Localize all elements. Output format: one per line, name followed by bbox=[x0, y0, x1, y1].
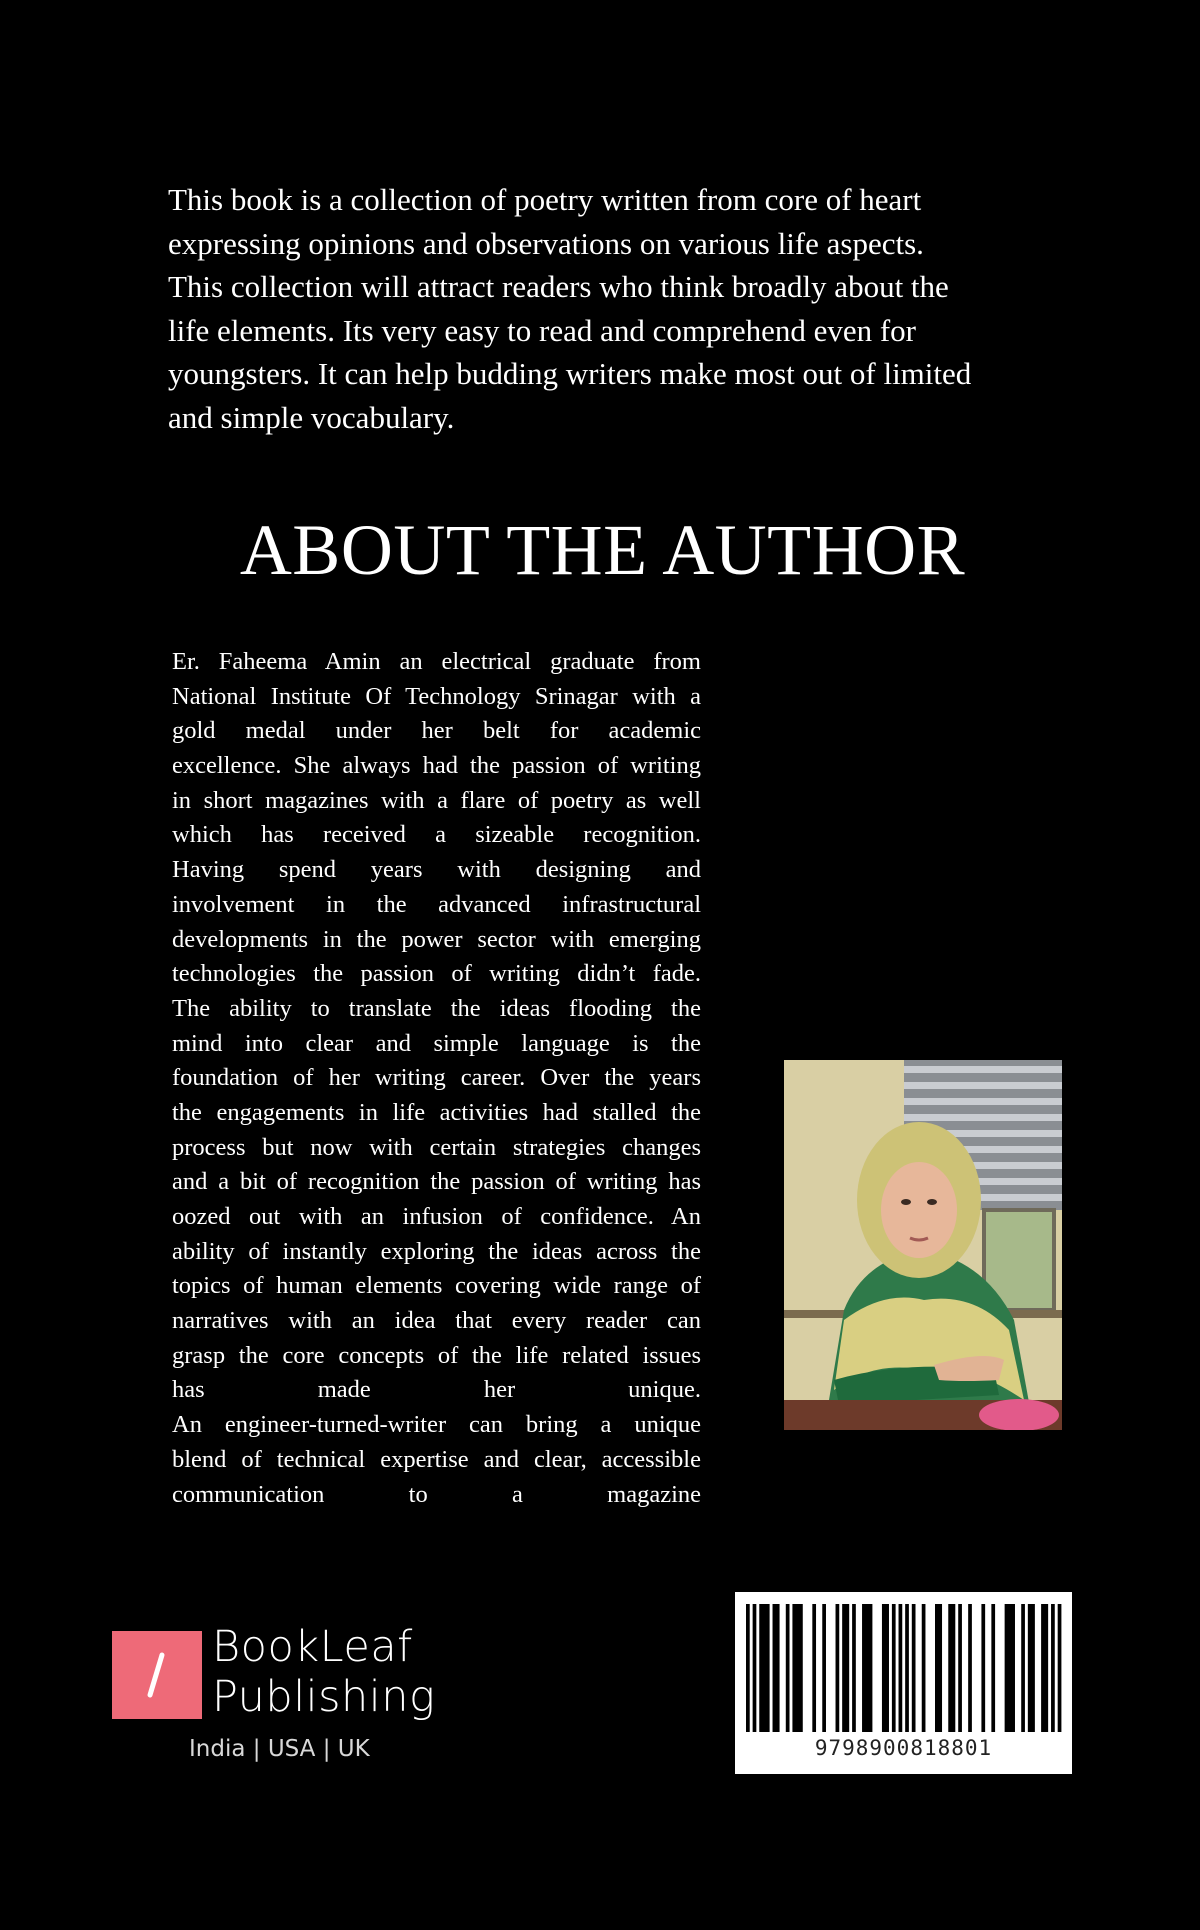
description-line: life elements. Its very easy to read and comprehend even for bbox=[168, 312, 916, 348]
description-line: This book is a collection of poetry written from core of heart bbox=[168, 182, 922, 217]
about-author-heading: ABOUT THE AUTHOR bbox=[239, 510, 966, 590]
description-line: expressing opinions and observations on various life aspects. bbox=[168, 225, 924, 261]
bio-line: developments in the power sector with emerging bbox=[172, 925, 701, 953]
bio-line: in short magazines with a flare of poetry as well bbox=[172, 786, 701, 814]
description-line: youngsters. It can help budding writers make most out of limited bbox=[168, 356, 972, 391]
bio-line: grasp the core concepts of the life related issues bbox=[172, 1341, 701, 1369]
barcode-bar bbox=[763, 1604, 767, 1732]
barcode-bar bbox=[905, 1604, 909, 1732]
barcode-bar bbox=[882, 1604, 886, 1732]
author-photo bbox=[784, 1060, 1062, 1430]
bio-line: oozed out with an infusion of confidence. An bbox=[172, 1203, 701, 1230]
publisher-name-line2: Publishing bbox=[212, 1672, 436, 1722]
barcode-bar bbox=[799, 1604, 803, 1732]
barcode-bar bbox=[759, 1604, 763, 1732]
barcode-bar bbox=[836, 1604, 840, 1732]
bio-line: Having spend years with designing and bbox=[172, 856, 701, 884]
barcode-bar bbox=[766, 1604, 770, 1732]
barcode-bar bbox=[786, 1604, 790, 1732]
barcode-bar bbox=[1041, 1604, 1045, 1732]
barcode-bar bbox=[869, 1604, 873, 1732]
barcode-bar bbox=[1005, 1604, 1009, 1732]
bio-line: foundation of her writing career. Over the years bbox=[172, 1064, 701, 1092]
publisher-regions: India | USA | UK bbox=[189, 1736, 370, 1762]
bio-line: and a bit of recognition the passion of writing has bbox=[172, 1168, 701, 1196]
barcode-bar bbox=[899, 1604, 903, 1732]
barcode-bar bbox=[912, 1604, 916, 1732]
author-bio bbox=[172, 645, 701, 1512]
isbn-barcode bbox=[735, 1592, 1072, 1774]
barcode-bar bbox=[948, 1604, 952, 1732]
bio-line: technologies the passion of writing didn’t fade. bbox=[172, 960, 701, 988]
barcode-bar bbox=[968, 1604, 972, 1732]
bio-line: Er. Faheema Amin an electrical graduate from bbox=[172, 648, 701, 675]
barcode-bar bbox=[991, 1604, 995, 1732]
barcode-bar bbox=[812, 1604, 816, 1732]
bio-line: topics of human elements covering wide range of bbox=[172, 1272, 701, 1300]
publisher-logo bbox=[112, 1622, 452, 1768]
bio-line: which has received a sizeable recognition. bbox=[172, 821, 701, 849]
barcode-bar bbox=[938, 1604, 942, 1732]
barcode-bar bbox=[1021, 1604, 1025, 1732]
bio-line: communication to a magazine bbox=[172, 1480, 701, 1508]
barcode-bar bbox=[842, 1604, 846, 1732]
description-line: and simple vocabulary. bbox=[168, 399, 455, 435]
barcode-bar bbox=[862, 1604, 866, 1732]
bio-line: the engagements in life activities had stalled the bbox=[172, 1098, 701, 1126]
bio-line: mind into clear and simple language is the bbox=[172, 1029, 701, 1057]
barcode-bar bbox=[1044, 1604, 1048, 1732]
barcode-bar bbox=[935, 1604, 939, 1732]
book-description bbox=[168, 178, 1048, 439]
publisher-name-line1: BookLeaf bbox=[212, 1622, 413, 1672]
bio-line: gold medal under her belt for academic bbox=[172, 717, 701, 745]
barcode-bar bbox=[1031, 1604, 1035, 1732]
barcode-bar bbox=[1011, 1604, 1015, 1732]
barcode-bar bbox=[792, 1604, 796, 1732]
publisher-logo-mark bbox=[112, 1631, 202, 1719]
barcode-bar bbox=[753, 1604, 757, 1732]
barcode-bar bbox=[776, 1604, 780, 1732]
barcode-bar bbox=[822, 1604, 826, 1732]
isbn-number: 9798900818801 bbox=[814, 1736, 993, 1760]
barcode-bar bbox=[1008, 1604, 1012, 1732]
barcode-bar bbox=[746, 1604, 750, 1732]
bio-line: involvement in the advanced infrastructural bbox=[172, 890, 701, 918]
bio-line: The ability to translate the ideas flooding the bbox=[172, 994, 701, 1022]
bio-line: blend of technical expertise and clear, accessible bbox=[172, 1445, 701, 1473]
barcode-bar bbox=[865, 1604, 869, 1732]
bio-line: narratives with an idea that every reader can bbox=[172, 1307, 701, 1335]
bio-line: process but now with certain strategies changes bbox=[172, 1133, 701, 1161]
barcode-bar bbox=[885, 1604, 889, 1732]
barcode-bar bbox=[1058, 1604, 1062, 1732]
bio-line: excellence. She always had the passion of writing bbox=[172, 752, 701, 780]
barcode-bar bbox=[1028, 1604, 1032, 1732]
barcode-bar bbox=[892, 1604, 896, 1732]
barcode-bar bbox=[958, 1604, 962, 1732]
barcode-bar bbox=[981, 1604, 985, 1732]
bio-line: ability of instantly exploring the ideas across the bbox=[172, 1237, 701, 1265]
barcode-bar bbox=[1051, 1604, 1055, 1732]
barcode-bar bbox=[852, 1604, 856, 1732]
publisher-name bbox=[212, 1622, 435, 1722]
barcode-bar bbox=[952, 1604, 956, 1732]
bio-line: An engineer-turned-writer can bring a unique bbox=[172, 1411, 701, 1439]
barcode-bar bbox=[922, 1604, 926, 1732]
barcode-bar bbox=[796, 1604, 800, 1732]
bio-line: National Institute Of Technology Srinagar with a bbox=[172, 682, 701, 710]
slash-icon bbox=[112, 1631, 202, 1719]
barcode-bar bbox=[845, 1604, 849, 1732]
description-line: This collection will attract readers who think broadly about the bbox=[168, 269, 949, 304]
bio-line: has made her unique. bbox=[172, 1376, 701, 1404]
barcode-bar bbox=[773, 1604, 777, 1732]
